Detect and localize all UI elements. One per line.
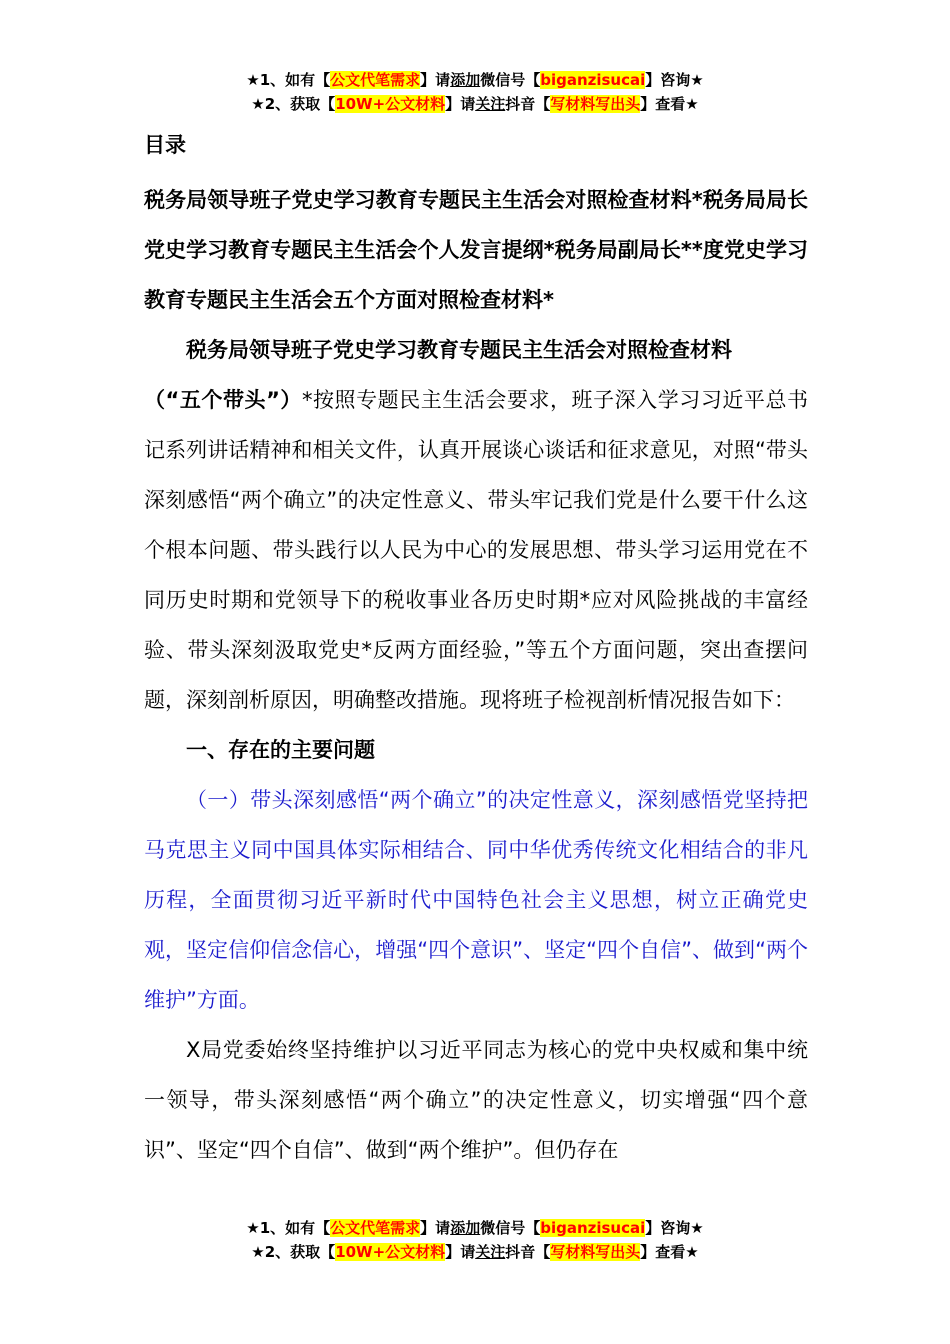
document-page <box>144 125 808 1175</box>
document-title: 税务局领导班子党史学习教育专题民主生活会对照检查材料 <box>186 338 732 362</box>
promo-wechat-id: biganzisucai <box>540 1219 646 1237</box>
promo-highlight: 公文代笔需求 <box>330 1219 421 1237</box>
promo-douyin-id: 写材料写出头 <box>550 1243 641 1261</box>
subsection-heading: （一）带头深刻感悟“两个确立”的决定性意义，深刻感悟党坚持把马克思主义同中国具体实际相结合、同中华优秀传统文化相结合的非凡历程，全面贯彻习近平新时代中国特色社会主义思想，树立正确党史观，坚定信仰信念信心，增强“四个意识”、坚定“四个自信”、做到“两个维护”方面。 <box>144 788 808 1012</box>
promo-line-2: ★2、获取【10W+公文材料】请关注抖音【写材料写出头】查看★ <box>251 95 699 113</box>
section-heading: 一、存在的主要问题 <box>186 738 375 762</box>
promo-wechat-id: biganzisucai <box>540 71 646 89</box>
toc-entries: 税务局领导班子党史学习教育专题民主生活会对照检查材料*税务局局长党史学习教育专题民主生活会个人发言提纲*税务局副局长**度党史学习教育专题民主生活会五个方面对照检查材料* <box>144 188 808 312</box>
promo-highlight: 公文代笔需求 <box>330 71 421 89</box>
body-paragraph: X局党委始终坚持维护以习近平同志为核心的党中央权威和集中统一领导，带头深刻感悟“两个确立”的决定性意义，切实增强“四个意识”、坚定“四个自信”、做到“两个维护”。但仍存在 <box>144 1038 808 1162</box>
promo-douyin-id: 写材料写出头 <box>550 95 641 113</box>
intro-text: *按照专题民主生活会要求，班子深入学习习近平总书记系列讲话精神和相关文件，认真开展谈心谈话和征求意见，对照“带头深刻感悟“两个确立”的决定性意义、带头牢记我们党是什么要干什么这个根本问题、带头践行以人民为中心的发展思想、带头学习运用党在不同历史时期和党领导下的税收事业各历史时期*应对风险挑战的丰富经验、带头深刻汲取党史*反两方面经验，”等五个方面问题，突出查摆问题，深刻剖析原因，明确整改措施。现将班子检视剖析情况报告如下： <box>144 388 808 712</box>
promo-line-2: ★2、获取【10W+公文材料】请关注抖音【写材料写出头】查看★ <box>251 1243 699 1261</box>
promo-highlight: 10W+公文材料 <box>335 1243 446 1261</box>
intro-bold-label: （“五个带头”） <box>144 388 302 412</box>
promo-banner-bottom <box>0 1216 950 1264</box>
intro-paragraph <box>144 375 808 725</box>
promo-line-1: ★1、如有【公文代笔需求】请添加微信号【biganzisucai】咨询★ <box>246 71 704 89</box>
promo-banner-top <box>0 68 950 116</box>
promo-highlight: 10W+公文材料 <box>335 95 446 113</box>
promo-line-1: ★1、如有【公文代笔需求】请添加微信号【biganzisucai】咨询★ <box>246 1219 704 1237</box>
toc-title: 目录 <box>144 133 186 157</box>
